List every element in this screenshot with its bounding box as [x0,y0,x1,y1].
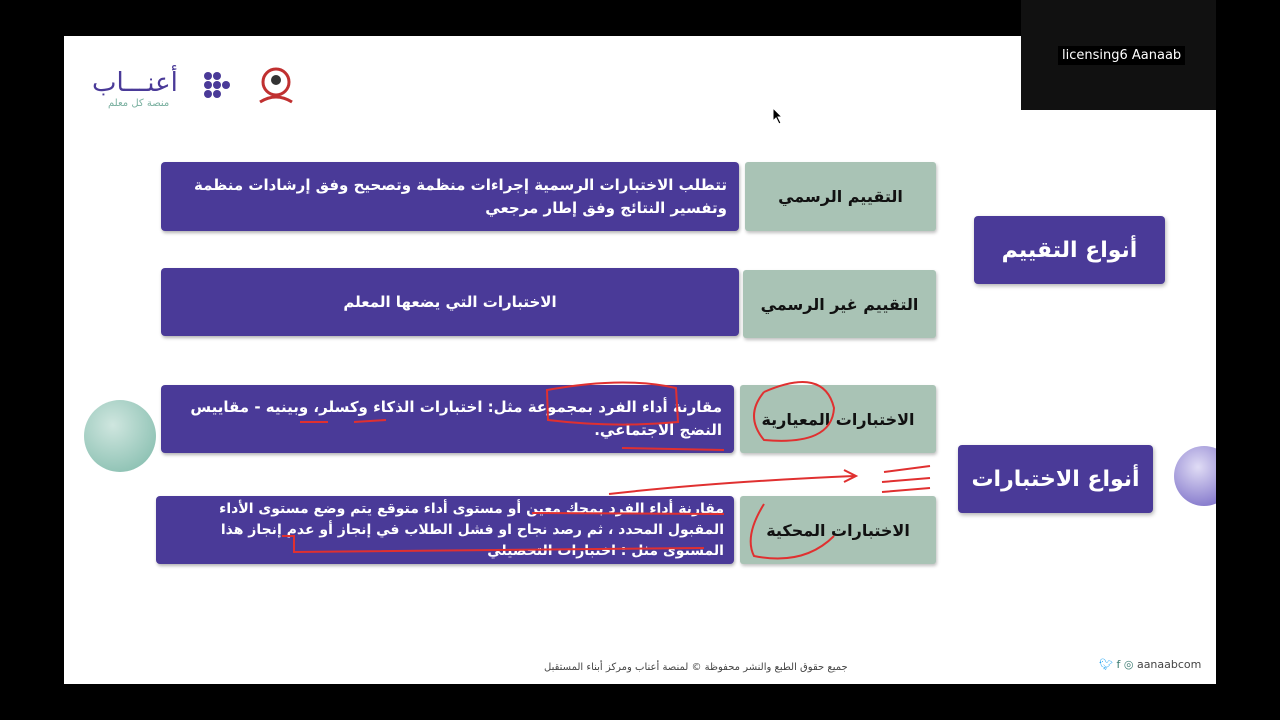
test-types-heading: أنواع الاختبارات [958,445,1153,513]
norm-referenced-label: الاختبارات المعيارية [740,385,936,453]
logo-brand: أعنـــاب [92,68,178,98]
logo-tagline: منصة كل معلم [108,98,170,109]
criterion-referenced-label: الاختبارات المحكية [740,496,936,564]
presentation-slide [64,36,1216,684]
formal-assessment-label: التقييم الرسمي [745,162,936,231]
formal-assessment-description: تتطلب الاختبارات الرسمية إجراءات منظمة وتصحيح وفق إرشادات منظمة وتفسير النتائج وفق إطار مرجعي [161,162,739,231]
informal-assessment-label: التقييم غير الرسمي [743,270,936,338]
participant-video-tile[interactable] [1021,0,1216,110]
copyright-text: جميع حقوق الطبع والنشر محفوظة © لمنصة أعناب ومركز أبناء المستقبل [544,662,848,673]
participant-name: licensing6 Aanaab [1058,46,1185,65]
twitter-icon[interactable]: 🐦︎ [1099,658,1113,671]
norm-referenced-description: مقارنة أداء الفرد بمجموعة مثل: اختبارات الذكاء وكسلر، وبينيه - مقاييس النضج الاجتماعي. [161,385,734,453]
facebook-icon[interactable]: f [1112,658,1124,671]
social-links[interactable] [1099,658,1201,671]
instagram-icon[interactable]: ◎ [1123,658,1134,671]
mouse-cursor-icon [772,107,784,125]
pen-annotations [64,36,1216,684]
informal-assessment-description: الاختبارات التي يضعها المعلم [161,268,739,336]
social-handle: aanaabcom [1136,658,1202,671]
criterion-referenced-description: مقارنة أداء الفرد بمحك معين أو مستوى أداء متوقع يتم وضع مستوى الأداء المقبول المحدد ، ثم رصد نجاح او فشل الطلاب في إنجاز أو عدم إنجاز هذا المستوى مثل : اختبارات التحصيلي [156,496,734,564]
assessment-types-heading: أنواع التقييم [974,216,1165,284]
